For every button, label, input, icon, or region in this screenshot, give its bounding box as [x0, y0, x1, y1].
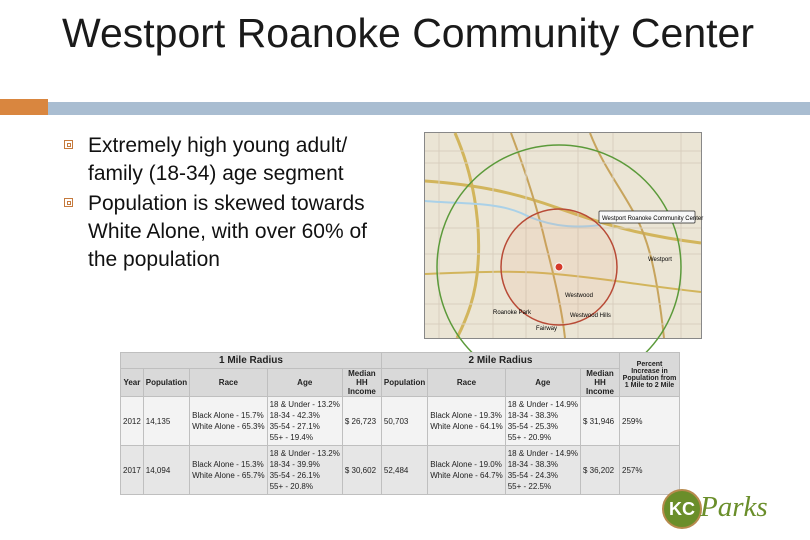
- population-cell: 52,484: [381, 446, 427, 495]
- year-cell: 2017: [121, 446, 144, 495]
- race-value: Black Alone - 19.0%: [430, 460, 502, 469]
- table-group-header: 1 Mile Radius: [121, 353, 382, 369]
- population-cell: 14,094: [143, 446, 189, 495]
- kc-logo-mark: KC: [662, 489, 702, 529]
- kc-parks-logo: [662, 489, 777, 533]
- income-cell: $ 31,946: [580, 397, 619, 446]
- race-cell: [428, 397, 505, 446]
- column-header: Median HH Income: [342, 369, 381, 397]
- age-value: 55+ - 19.4%: [269, 433, 313, 442]
- map-callout-label: Westport Roanoke Community Center: [602, 216, 704, 222]
- increase-cell: 257%: [620, 446, 680, 495]
- map-svg: [425, 133, 704, 338]
- column-header: Population: [143, 369, 189, 397]
- age-value: 55+ - 22.5%: [507, 482, 552, 491]
- age-value: 18 & Under - 14.9%: [507, 400, 578, 409]
- column-header: Median HH Income: [580, 369, 619, 397]
- bullet-text: Population is skewed towards White Alone, with over 60% of the population: [88, 192, 367, 271]
- percent-increase-header: Percent Increase in Population from 1 Mile to 2 Mile: [620, 353, 680, 397]
- race-value: Black Alone - 19.3%: [430, 411, 502, 420]
- column-header: Population: [381, 369, 427, 397]
- age-value: 35-54 - 26.1%: [269, 471, 320, 480]
- bullet-icon: [64, 198, 73, 207]
- race-value: Black Alone - 15.7%: [192, 411, 264, 420]
- demographics-table: [120, 352, 680, 495]
- age-value: 18-34 - 39.9%: [269, 460, 320, 469]
- race-value: White Alone - 64.7%: [430, 471, 503, 480]
- age-cell: [267, 397, 342, 446]
- increase-cell: 259%: [620, 397, 680, 446]
- race-cell: [190, 446, 267, 495]
- column-header: Year: [121, 369, 144, 397]
- age-value: 35-54 - 25.3%: [507, 422, 558, 431]
- bullet-list: [62, 132, 397, 276]
- race-value: White Alone - 64.1%: [430, 422, 503, 431]
- age-cell: [267, 446, 342, 495]
- table-header-row: [121, 353, 680, 369]
- table-column-row: [121, 369, 680, 397]
- map-place-label: Fairway: [536, 326, 558, 332]
- population-cell: 50,703: [381, 397, 427, 446]
- bullet-item: [62, 190, 397, 274]
- column-header: Age: [505, 369, 580, 397]
- age-value: 35-54 - 24.3%: [507, 471, 558, 480]
- bullet-icon: [64, 140, 73, 149]
- year-cell: 2012: [121, 397, 144, 446]
- map-place-label: Westport: [648, 257, 672, 263]
- column-header: Race: [428, 369, 505, 397]
- income-cell: $ 36,202: [580, 446, 619, 495]
- bullet-text: Extremely high young adult/ family (18-34) age segment: [88, 134, 348, 185]
- age-value: 18 & Under - 14.9%: [507, 449, 578, 458]
- age-value: 18-34 - 42.3%: [269, 411, 320, 420]
- age-value: 18-34 - 38.3%: [507, 411, 558, 420]
- population-cell: 14,135: [143, 397, 189, 446]
- table-group-header: 2 Mile Radius: [381, 353, 619, 369]
- age-value: 18-34 - 38.3%: [507, 460, 558, 469]
- community-center-marker: [555, 263, 563, 271]
- income-cell: $ 30,602: [342, 446, 381, 495]
- age-value: 35-54 - 27.1%: [269, 422, 320, 431]
- map-place-label: Westwood: [565, 293, 593, 299]
- map-place-label: Roanoke Park: [493, 310, 532, 316]
- map-place-label: Westwood Hills: [570, 313, 611, 319]
- age-value: 18 & Under - 13.2%: [269, 449, 340, 458]
- table-row: [121, 397, 680, 446]
- age-cell: [505, 397, 580, 446]
- parks-wordmark: Parks: [700, 491, 768, 523]
- race-cell: [190, 397, 267, 446]
- slide-title: Westport Roanoke Community Center: [62, 10, 754, 56]
- title-rule-accent: [0, 99, 48, 115]
- title-rule-highlight: [48, 99, 810, 102]
- age-value: 55+ - 20.9%: [507, 433, 552, 442]
- race-value: Black Alone - 15.3%: [192, 460, 264, 469]
- table-row: [121, 446, 680, 495]
- demographics-table-wrapper: [120, 352, 680, 491]
- age-value: 55+ - 20.8%: [269, 482, 313, 491]
- age-cell: [505, 446, 580, 495]
- race-cell: [428, 446, 505, 495]
- column-header: Race: [190, 369, 267, 397]
- race-value: White Alone - 65.3%: [192, 422, 265, 431]
- income-cell: $ 26,723: [342, 397, 381, 446]
- age-value: 18 & Under - 13.2%: [269, 400, 340, 409]
- column-header: Age: [267, 369, 342, 397]
- bullet-item: [62, 132, 397, 188]
- location-map: [424, 132, 702, 339]
- race-value: White Alone - 65.7%: [192, 471, 265, 480]
